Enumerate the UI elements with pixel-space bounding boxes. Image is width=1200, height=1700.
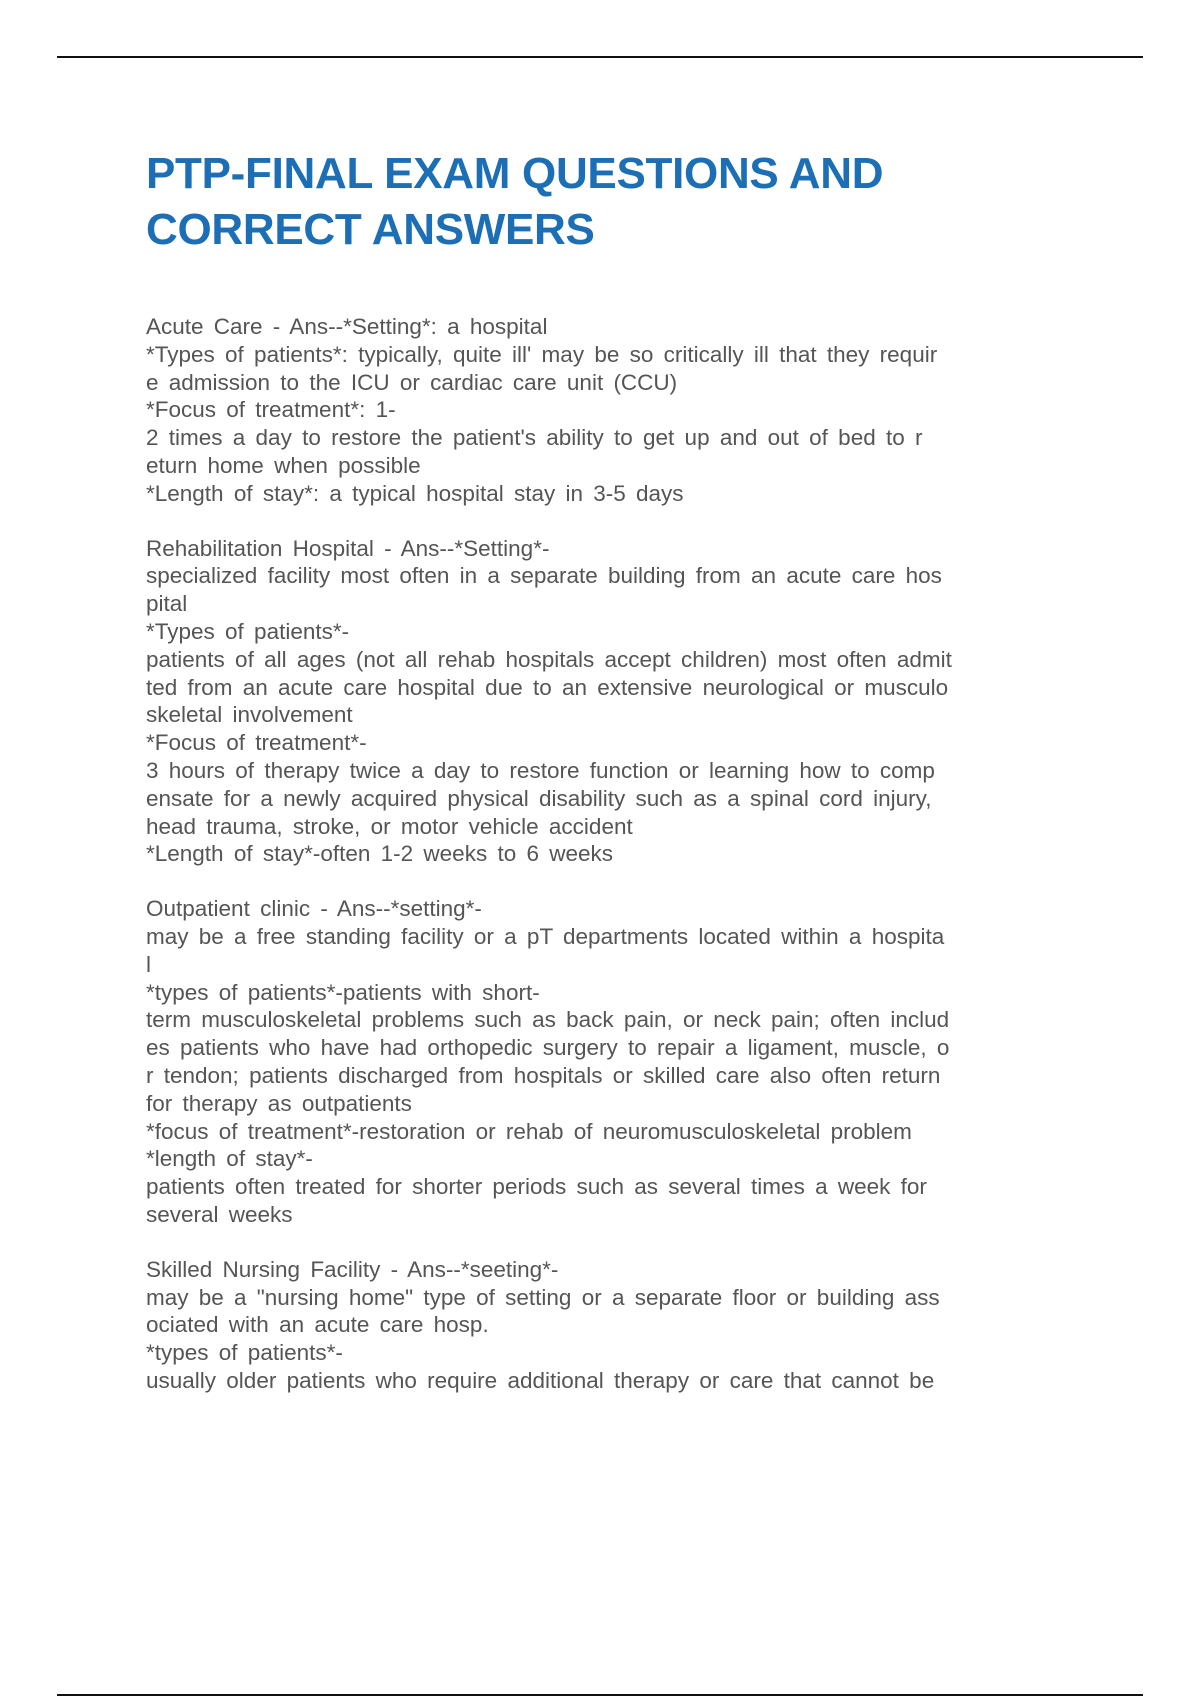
text-line: 2 times a day to restore the patient's ability to get up and out of bed to r [146, 425, 923, 451]
text-line: Skilled Nursing Facility - Ans--*seeting*- [146, 1256, 559, 1282]
title-line-2: CORRECT ANSWERS [146, 205, 595, 254]
qa-entry-acute-care [146, 313, 1086, 508]
text-line: Acute Care - Ans--*Setting*: a hospital [146, 314, 548, 339]
qa-entry-skilled-nursing-facility [146, 1256, 1086, 1395]
text-line: es patients who have had orthopedic surgery to repair a ligament, muscle, o [146, 1035, 950, 1061]
text-line: for therapy as outpatients [146, 1090, 412, 1116]
text-line: several weeks [146, 1201, 293, 1227]
document-body [146, 313, 1086, 1422]
qa-entry-outpatient-clinic [146, 895, 1086, 1229]
text-line: patients of all ages (not all rehab hospitals accept children) most often admit [146, 646, 952, 672]
text-line: *Types of patients*: typically, quite ill' may be so critically ill that they requir [146, 341, 938, 367]
text-line: *focus of treatment*-restoration or rehab of neuromusculoskeletal problem [146, 1118, 912, 1144]
text-line: specialized facility most often in a separate building from an acute care hos [146, 563, 942, 589]
text-line: ociated with an acute care hosp. [146, 1312, 489, 1338]
text-line: *Length of stay*-often 1-2 weeks to 6 weeks [146, 841, 614, 867]
text-line: *Focus of treatment*: 1- [146, 397, 396, 423]
text-line: may be a free standing facility or a pT departments located within a hospita [146, 923, 945, 949]
text-line: l [146, 951, 151, 977]
text-line: may be a "nursing home" type of setting or a separate floor or building ass [146, 1284, 940, 1310]
text-line: *Types of patients*- [146, 618, 350, 644]
text-line: r tendon; patients discharged from hospitals or skilled care also often return [146, 1062, 941, 1088]
text-line: *Length of stay*: a typical hospital stay in 3-5 days [146, 480, 684, 506]
top-rule [57, 56, 1143, 58]
text-line: head trauma, stroke, or motor vehicle accident [146, 813, 633, 839]
text-line: Rehabilitation Hospital - Ans--*Setting*- [146, 535, 550, 561]
text-line: eturn home when possible [146, 452, 421, 478]
qa-entry-rehabilitation-hospital [146, 535, 1086, 869]
text-line: ted from an acute care hospital due to an extensive neurological or musculo [146, 674, 949, 700]
text-line: 3 hours of therapy twice a day to restore function or learning how to comp [146, 757, 935, 783]
document-title [146, 146, 1106, 258]
text-line: *length of stay*- [146, 1146, 313, 1172]
text-line: usually older patients who require additional therapy or care that cannot be [146, 1367, 935, 1393]
text-line: *Focus of treatment*- [146, 730, 367, 756]
text-line: patients often treated for shorter periods such as several times a week for [146, 1174, 927, 1200]
text-line: skeletal involvement [146, 702, 353, 728]
text-line: term musculoskeletal problems such as back pain, or neck pain; often includ [146, 1007, 950, 1033]
text-line: e admission to the ICU or cardiac care unit (CCU) [146, 369, 678, 395]
text-line: Outpatient clinic - Ans--*setting*- [146, 896, 482, 922]
text-line: *types of patients*-patients with short- [146, 979, 540, 1005]
text-line: ensate for a newly acquired physical disability such as a spinal cord injury, [146, 785, 932, 811]
bottom-rule [57, 1694, 1143, 1696]
title-line-1: PTP-FINAL EXAM QUESTIONS AND [146, 149, 884, 198]
text-line: pital [146, 591, 188, 617]
text-line: *types of patients*- [146, 1340, 343, 1366]
